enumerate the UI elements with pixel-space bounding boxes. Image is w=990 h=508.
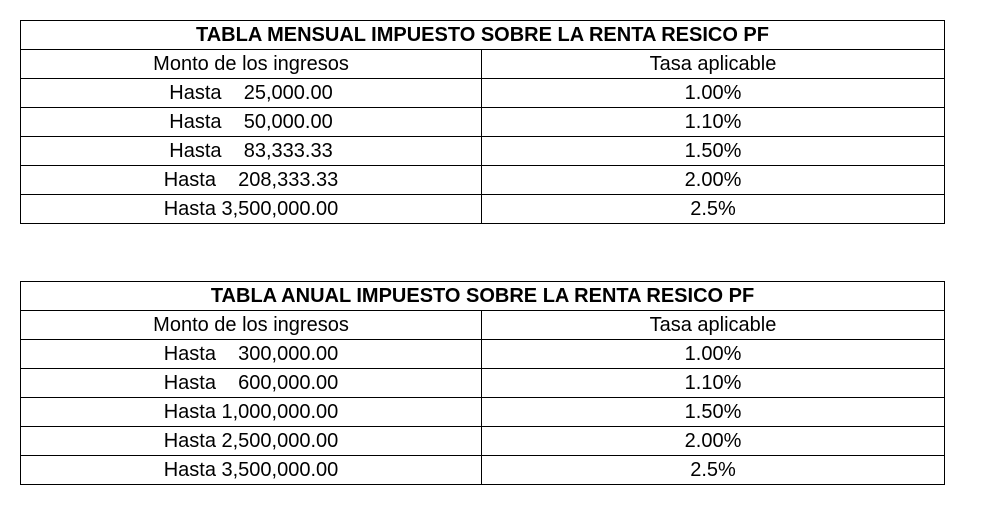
rate-cell: 2.5% [482, 456, 945, 485]
rate-cell: 1.10% [482, 369, 945, 398]
rate-cell: 1.00% [482, 340, 945, 369]
amount-cell: Hasta 3,500,000.00 [21, 195, 482, 224]
column-header-rate: Tasa aplicable [482, 311, 945, 340]
rate-cell: 1.50% [482, 398, 945, 427]
rate-cell: 1.50% [482, 137, 945, 166]
amount-cell: Hasta 300,000.00 [21, 340, 482, 369]
amount-cell: Hasta 208,333.33 [21, 166, 482, 195]
monthly-tax-table [20, 20, 945, 224]
rate-cell: 1.00% [482, 79, 945, 108]
table-title: TABLA MENSUAL IMPUESTO SOBRE LA RENTA RESICO PF [21, 21, 945, 50]
amount-cell: Hasta 50,000.00 [21, 108, 482, 137]
table-row [21, 369, 945, 398]
table-row [21, 427, 945, 456]
rate-cell: 2.00% [482, 166, 945, 195]
amount-cell: Hasta 3,500,000.00 [21, 456, 482, 485]
amount-cell: Hasta 1,000,000.00 [21, 398, 482, 427]
table-header-row [21, 311, 945, 340]
table-row [21, 195, 945, 224]
table-header-row [21, 50, 945, 79]
amount-cell: Hasta 600,000.00 [21, 369, 482, 398]
amount-cell: Hasta 83,333.33 [21, 137, 482, 166]
table-row [21, 79, 945, 108]
amount-cell: Hasta 25,000.00 [21, 79, 482, 108]
amount-cell: Hasta 2,500,000.00 [21, 427, 482, 456]
rate-cell: 2.5% [482, 195, 945, 224]
table-row [21, 166, 945, 195]
table-title: TABLA ANUAL IMPUESTO SOBRE LA RENTA RESICO PF [21, 282, 945, 311]
table-title-row [21, 282, 945, 311]
rate-cell: 1.10% [482, 108, 945, 137]
rate-cell: 2.00% [482, 427, 945, 456]
table-row [21, 340, 945, 369]
column-header-rate: Tasa aplicable [482, 50, 945, 79]
table-row [21, 398, 945, 427]
table-row [21, 108, 945, 137]
table-row [21, 137, 945, 166]
table-title-row [21, 21, 945, 50]
column-header-amount: Monto de los ingresos [21, 311, 482, 340]
annual-tax-table [20, 281, 945, 485]
column-header-amount: Monto de los ingresos [21, 50, 482, 79]
table-row [21, 456, 945, 485]
